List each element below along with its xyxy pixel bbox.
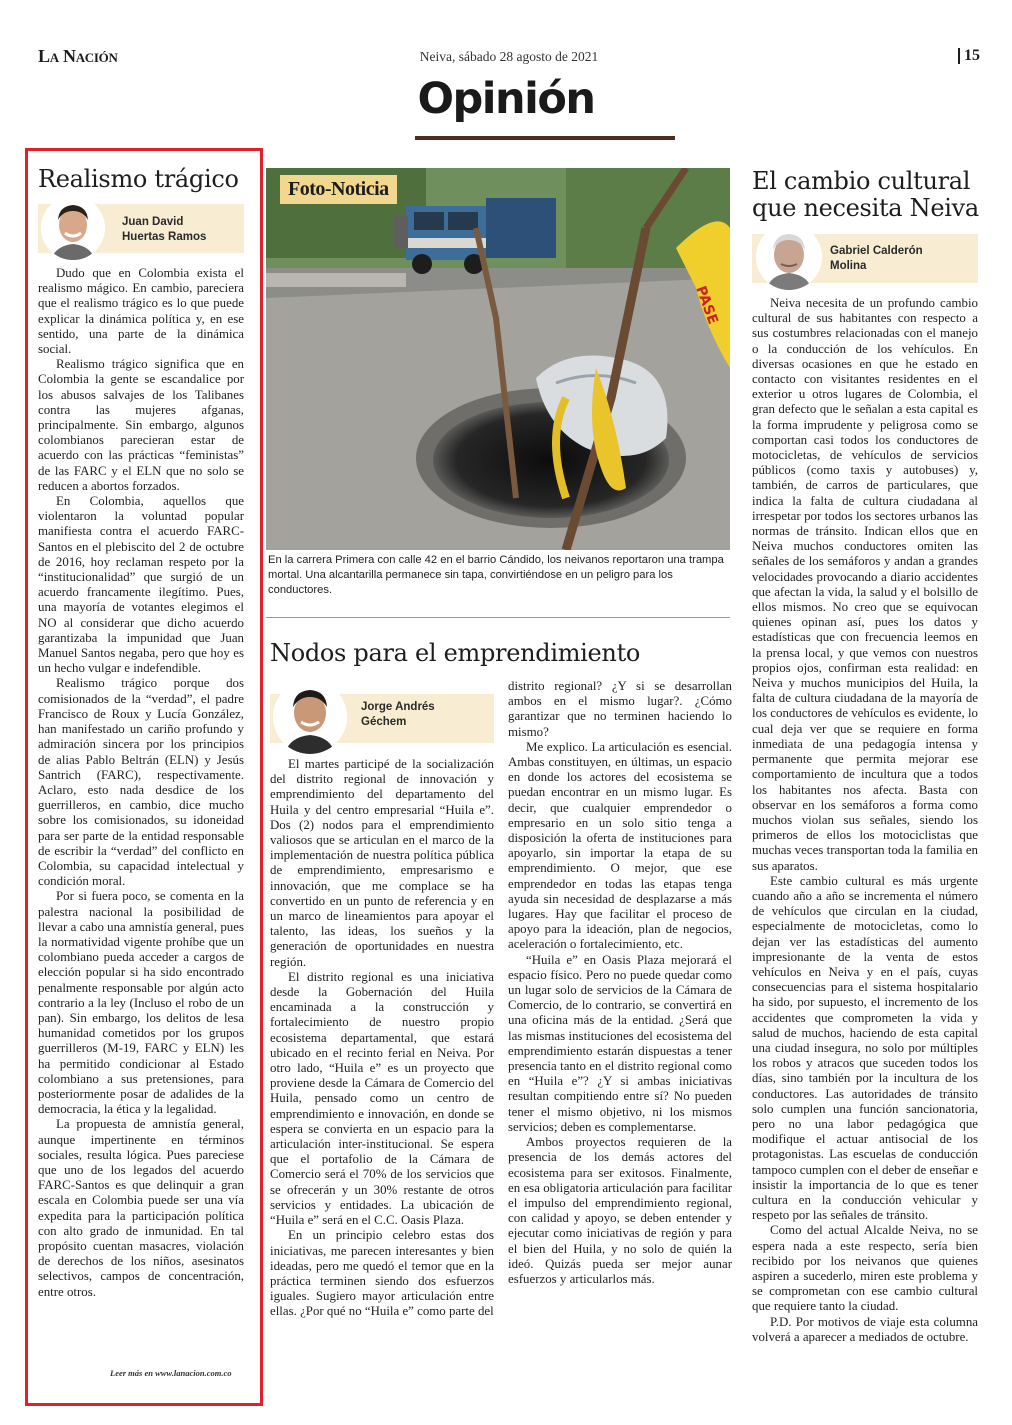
page-number: 15 bbox=[958, 48, 980, 64]
article1-body bbox=[38, 266, 244, 1300]
article2-body-col1 bbox=[270, 757, 494, 1320]
section-title: Opinión bbox=[417, 74, 595, 124]
paragraph: La propuesta de amnistía general, aunque impertinente en términos sociales, resulta lógica. Pues pareciese que uno de los legados del acuerdo FARC-Santos es que delinquir a gran escala en Colombia puede ser una vía expedita para la participación política con alto grado de inmunidad. En tal propósito cuentan masacres, violación de derechos de los niños, asesinatos selectivos, campos de concentración, entre otros. bbox=[38, 1117, 244, 1299]
paragraph: El martes participé de la socialización del distrito regional de innovación y emprendimiento del departamento del Huila y del centro empresarial “Huila e”. Dos (2) nodos para el emprendimiento valiosos que se articulan en el marco de la implementación de nuestra política pública de emprendimiento, empresarismo e innovación, que me complace se ha convertido en un punto de referencia y en un marco de lineamientos para apoyar el talento, las ideas, los sueños y la generación de oportunidades en nuestra región. bbox=[270, 757, 494, 969]
article3-author-name bbox=[830, 244, 923, 274]
article3-body bbox=[752, 296, 978, 1345]
masthead bbox=[38, 46, 980, 68]
author-second-line: Molina bbox=[830, 260, 867, 272]
paragraph: “Huila e” en Oasis Plaza mejorará el espacio físico. Pero no puede quedar como un lugar solo de servicios de la Cámara de Comercio, de lo contrario, se convertirá en una oficina más de la entidad. ¿Será que las mismas instituciones del ecosistema del emprendimiento estarán dispuestas a tener presencia tanto en el distrito regional como en “Huila e”? ¿Y si ambas iniciativas resultan compitiendo entre sí? No pueden tener el mismo objetivo, ni los mismos servicios; deben es complementarse. bbox=[508, 952, 732, 1134]
newspaper-logo: La Nación bbox=[38, 46, 118, 66]
article2-author-name bbox=[361, 700, 435, 730]
paragraph: distrito regional? ¿Y si se desarrollan ambos en el mismo lugar?. ¿Cómo garantizar que no terminen haciendo lo mismo? bbox=[508, 679, 732, 739]
article3-headline: El cambio cultural que necesita Neiva bbox=[752, 167, 979, 222]
divider bbox=[266, 617, 730, 618]
article3-author-box bbox=[752, 234, 978, 283]
paragraph: Este cambio cultural es más urgente cuando año a año se incrementa el número de vehículos que circulan en la ciudad, especialmente de motocicletas, como lo dejan ver las estadísticas del aumento impresionante de la venta de estos vehículos en Neiva y en el país, cuyas consecuencias para el sistema hospitalario ha sido, por supuesto, el incremento de los accidentes que comprometen la vida y salud de muchos, haciendo de esta capital una ciudad insegura, no solo por múltiples los robos y atracos que suceden todos los días, sino también por la incultura de los conductores. Las autoridades de tránsito solo cumplen una función sancionatoria, pero no una labor pedagógica que modifique el actuar antisocial de los protagonistas. Las escuelas de conducción tampoco cumplen con el deber de enseñar e insistir la importancia de lo que es tener cultura en la conducción vehicular y respeto por las señales de tránsito. bbox=[752, 873, 978, 1223]
author-first-line: Jorge Andrés bbox=[361, 701, 435, 713]
photo-news-label: Foto-Noticia bbox=[280, 175, 397, 204]
paragraph: En Colombia, aquellos que violentaron la voluntad popular manifiesta contra el acuerdo FARC-Santos en el plebiscito del 2 de octubre de 2016, hoy reclaman respeto por la “institucionalidad” que surgió de un acuerdo francamente ilegítimo. Pues, una mayoría de votantes elegimos el NO al considerar que dicho acuerdo garantizaba la impunidad que Juan Manuel Santos negaba, pero que hoy es un hecho vulgar e indefendible. bbox=[38, 494, 244, 676]
paragraph: En un principio celebro estas dos iniciativas, me parecen interesantes y bien ideadas, pero me quedó el temor que en la práctica terminen siendo dos esfuerzos iguales. Sugiero mayor articulación entre ellas. ¿Por qué no “Huila e” como parte del bbox=[270, 1228, 494, 1319]
photo-caption: En la carrera Primera con calle 42 en el barrio Cándido, los neivanos reportaron una trampa mortal. Una alcantarilla permanece sin tapa, convirtiéndose en un peligro para los conductores. bbox=[268, 554, 724, 596]
paragraph: P.D. Por motivos de viaje esta columna volverá a aparecer a mediados de octubre. bbox=[752, 1314, 978, 1344]
paragraph: Dudo que en Colombia exista el realismo mágico. En cambio, pareciera que el realismo trágico es lo que puede explicar la dinámica política y, en ese sentido, una parte de la dinámica social. bbox=[38, 266, 244, 357]
author-photo-gechem bbox=[273, 680, 347, 754]
article1-author-box bbox=[38, 204, 244, 253]
article1-author-name bbox=[122, 215, 206, 245]
paragraph: Realismo trágico porque dos comisionados de la “verdad”, el padre Francisco de Roux y Lucía González, han manifestado un cariño profundo y admiración sincera por los principios de alias Pablo Beltrán (ELN) y Jesús Santrich (FARC), respectivamente. Aclaro, esto nada desdice de los guerrilleros, en cambio, dice mucho sobre los comisionados, su idoneidad para ser parte de la entidad responsable de escribir la “verdad” del conflicto en Colombia, su capacidad intelectual y condición moral. bbox=[38, 676, 244, 889]
paragraph: El distrito regional es una iniciativa desde la Gobernación del Huila encaminada a la construcción y fortalecimiento de nuestro propio ecosistema departamental, que estará ubicado en el recinto ferial en Neiva. Por otro lado, “Huila e” es un proyecto que proviene desde la Cámara de Comercio del Huila, pensado como un centro de emprendimiento e innovación, en donde se espera se convierta en un espacio para la articulación inter-institucional. Se espera que el portafolio de la Cámara de Comercio será el 70% de los servicios que se ofrecerán y un 30% restante de otros servicios y entidades. La ubicación de “Huila e” será en el C.C. Oasis Plaza. bbox=[270, 969, 494, 1228]
dateline: Neiva, sábado 28 agosto de 2021 bbox=[419, 49, 599, 64]
news-photo bbox=[266, 168, 730, 550]
author-second-line: Huertas Ramos bbox=[122, 231, 207, 243]
paragraph: Me explico. La articulación es esencial. Ambas constituyen, en últimas, un espacio en donde los actores del ecosistema se puedan encontrar en un mismo lugar. Es decir, que cualquier emprendedor o empresario en un solo sitio tenga a disposición la oferta de instituciones para apoyarlo, sin importar la etapa de su emprendimiento. O mejor, que ese emprendedor en todas las etapas tenga ayuda sin necesidad de desplazarse a más lugares. Hay que facilitar el proceso de apoyo para la ideación, plan de negocios, aceleración o fortalecimiento, etc. bbox=[508, 739, 732, 952]
paragraph: Ambos proyectos requieren de la presencia de los demás actores del ecosistema para ser exitosos. Finalmente, en esa obligatoria articulación para facilitar el impulso del emprendimiento regional, con calidad y apoyo, se deben entender y ejecutar como iniciativas de región y para el bien del Huila, y no solo de quién la ideó. Quizás pueda ser mejor aunar esfuerzos y articularlos más. bbox=[508, 1135, 732, 1286]
author-first-line: Juan David bbox=[122, 216, 184, 228]
article1-headline: Realismo trágico bbox=[38, 165, 239, 193]
section-rule bbox=[415, 136, 675, 140]
paragraph: Neiva necesita de un profundo cambio cultural de sus habitantes con respecto a sus costumbres relacionadas con el manejo o la conducción de los vehículos. En diversas ocasiones en que he estado en contacto con visitantes residentes en el exterior u otros lugares de Colombia, el gran defecto que le señalan a esta capital es la forma imprudente y peligrosa como se comportan casi todos los conductores de motocicletas, de vehículos de servicios públicos (como taxis y autobuses) y, también, de carros de particulares, que indica la falta de cultura ciudadana al irrespetar por todos los sectores urbanos las normas de tránsito. Indican ellos que en Neiva muchos conductores omiten las señales de los semáforos y andan a grandes velocidades provocando a diario accidentes que afectan la vida, la salud y el bolsillo de ellos mismos. No creo que se equivocan quienes opinan así, pues los datos y estadísticas que con frecuencia leemos en la prensa local, y que vemos con nuestros propios ojos, confirman esta realidad: en Neiva y muchos municipios del Huila, la falta de cultura ciudadana de la mayoría de los conductores de vehículos es evidente, lo cual deja ver que se requiere en forma inmediata de una pedagogía intensa y permanente que permita mejorar ese comportamiento de incultura que a todos los habitantes nos afecta. Basta con observar en los semáforos a forma como muchos violan sus señales, siendo los primeros de ellos los motociclistas que muchas veces transportan toda la familia en sus aparatos. bbox=[752, 296, 978, 873]
paragraph: Como del actual Alcalde Neiva, no se espera nada a este respecto, sería bien recibido por los neivanos que quienes aspiren a sucederlo, miren este problema y se comprometan con ese cambio cultural que requiere tanto la ciudad. bbox=[752, 1223, 978, 1314]
author-photo-calderon bbox=[756, 224, 822, 290]
author-first-line: Gabriel Calderón bbox=[830, 245, 923, 257]
author-photo-huertas bbox=[41, 196, 105, 260]
svg-text:PASE: PASE bbox=[692, 283, 721, 327]
read-more-link[interactable]: Leer más en www.lanacion.com.co bbox=[110, 1368, 232, 1378]
author-second-line: Géchem bbox=[361, 716, 407, 728]
article2-headline: Nodos para el emprendimiento bbox=[270, 639, 641, 667]
article2-body-col2 bbox=[508, 679, 732, 1287]
article2-author-box bbox=[270, 694, 494, 743]
paragraph: Por si fuera poco, se comenta en la palestra nacional la posibilidad de llevar a cabo una amnistía general, pues la normatividad vigente prohíbe que un colombiano pueda acceder a cargos de elección popular si ha sido encontrado penalmente responsable por algún acto contrario a la ley (Incluso el robo de un pan). Sin embargo, los delitos de lesa humanidad cometidos por los grupos guerrilleros (M-19, FARC y ELN) les ha permitido condicionar al Estado colombiano a sus pretensiones, para posteriormente posar de adalides de la democracia, la ética y la legalidad. bbox=[38, 889, 244, 1117]
paragraph: Realismo trágico significa que en Colombia la gente se escandalice por los abusos salvajes de los Talibanes contra las mujeres afganas, principalmente. Sin embargo, algunos colombianos parecieran estar de acuerdo con las prácticas “feministas” de las FARC y el ELN que no solo se reducen a abortos forzados. bbox=[38, 357, 244, 493]
